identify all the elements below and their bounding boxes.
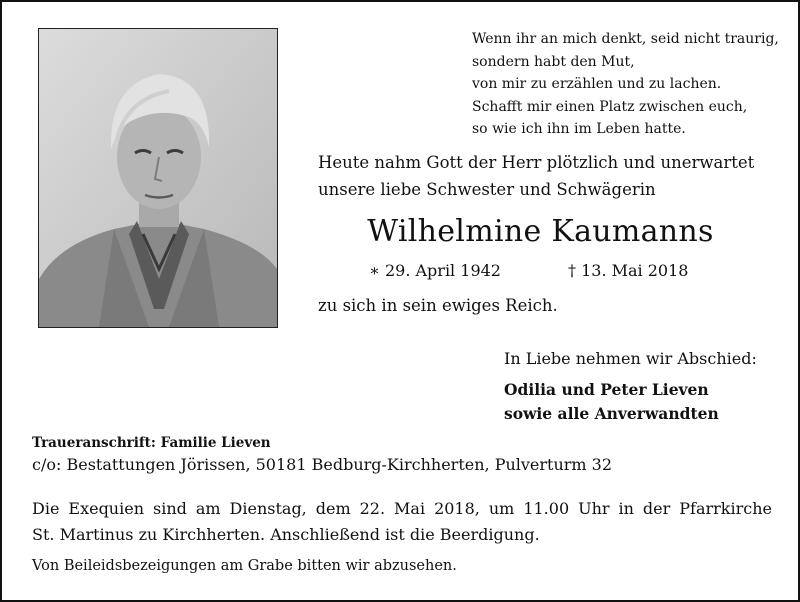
poem-line: Schafft mir einen Platz zwischen euch, (472, 98, 748, 115)
service-info (32, 496, 772, 548)
poem-line: von mir zu erzählen und zu lachen. (472, 76, 722, 92)
poem-line: sondern habt den Mut, (472, 53, 635, 70)
service-line: St. Martinus zu Kirchherten. Anschließend ist die Beerdigung. (32, 525, 540, 544)
condolences-note: Von Beileidsbezeigungen am Grabe bitten wir abzusehen. (32, 558, 457, 574)
announcement-closing: zu sich in sein ewiges Reich. (318, 296, 558, 315)
birth-date: ∗ 29. April 1942 (369, 261, 501, 280)
intro-line: unsere liebe Schwester und Schwägerin (318, 180, 656, 199)
portrait-illustration (39, 29, 277, 327)
deceased-name: Wilhelmine Kaumanns (367, 214, 714, 249)
mourner-line: Odilia und Peter Lieven (504, 380, 709, 399)
poem-line: so wie ich ihn im Leben hatte. (472, 121, 686, 137)
mourner-line: sowie alle Anverwandten (504, 404, 719, 423)
address-title: Traueranschrift: Familie Lieven (32, 435, 271, 451)
mourners-list (504, 378, 719, 426)
portrait-photo (38, 28, 278, 328)
intro-line: Heute nahm Gott der Herr plötzlich und unerwartet (318, 153, 755, 172)
announcement-intro (318, 149, 754, 203)
poem-line: Wenn ihr an mich denkt, seid nicht traurig, (472, 31, 779, 47)
address-line: c/o: Bestattungen Jörissen, 50181 Bedburg-Kirchherten, Pulverturm 32 (32, 455, 613, 474)
poem (472, 28, 779, 141)
death-date: † 13. Mai 2018 (568, 261, 689, 280)
farewell-text: In Liebe nehmen wir Abschied: (504, 349, 757, 368)
service-line: Die Exequien sind am Dienstag, dem 22. Mai 2018, um 11.00 Uhr in der Pfarrkirche (32, 499, 772, 518)
